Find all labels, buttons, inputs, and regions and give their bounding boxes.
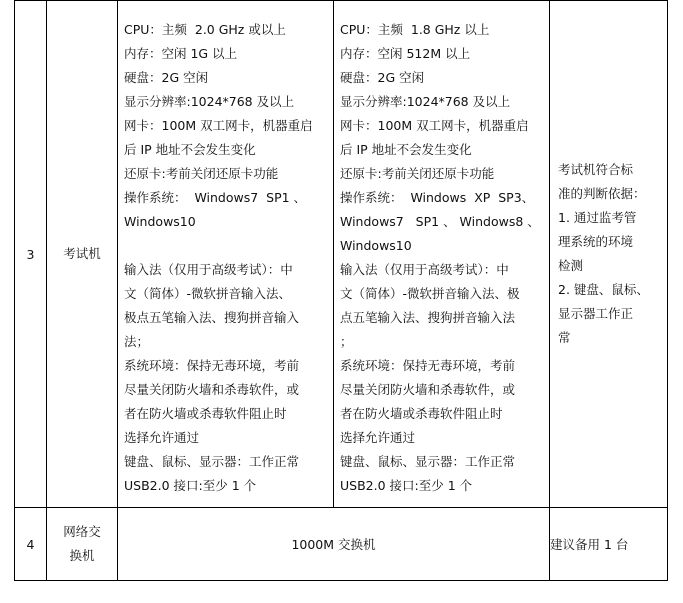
minimum-spec-line: 系统环境：保持无毒环境，考前 [124, 358, 300, 373]
table-row-4 [15, 508, 668, 581]
recommended-spec-line: Windows7 SP1 、 Windows8 、 [340, 214, 540, 229]
device-name-line: 换机 [69, 548, 95, 563]
minimum-spec-line: USB2.0 接口:至少 1 个 [124, 478, 257, 493]
row-number: 3 [15, 1, 47, 508]
criteria-note-line: 考试机符合标 [558, 162, 634, 177]
minimum-spec-line: 文（简体）-微软拼音输入法、 [124, 286, 292, 301]
device-name: 考试机 [47, 1, 118, 508]
row-number: 4 [15, 508, 47, 581]
criteria-note-line: 显示器工作正 [558, 306, 634, 321]
minimum-spec-cell [118, 1, 334, 508]
recommended-spec-line: USB2.0 接口:至少 1 个 [340, 478, 473, 493]
requirements-table [14, 0, 668, 581]
recommended-spec-line: 尽量关闭防火墙和杀毒软件，或 [340, 382, 516, 397]
recommended-spec-line: ； [340, 334, 353, 349]
recommended-spec-line: 者在防火墙或杀毒软件阻止时 [340, 406, 503, 421]
recommended-spec-line: 还原卡:考前关闭还原卡功能 [340, 166, 495, 181]
criteria-note-lines [550, 158, 667, 350]
minimum-spec-line: 硬盘：2G 空闲 [124, 70, 209, 85]
minimum-spec-line: 法； [124, 334, 150, 349]
recommended-spec-line: 后 IP 地址不会发生变化 [340, 142, 472, 157]
minimum-spec-line: 极点五笔输入法、搜狗拼音输入 [124, 310, 300, 325]
minimum-spec-line: 操作系统： Windows7 SP1 、 [124, 190, 307, 205]
criteria-note-line: 常 [558, 330, 571, 345]
minimum-spec-line: Windows10 [124, 214, 196, 229]
criteria-note-cell [550, 1, 668, 508]
minimum-spec-line [124, 234, 329, 258]
criteria-note-line: 2. 键盘、鼠标、 [558, 282, 649, 297]
minimum-spec-line: 键盘、鼠标、显示器：工作正常 [124, 454, 300, 469]
recommended-spec-line: 网卡：100M 双工网卡，机器重启 [340, 118, 529, 133]
minimum-spec-line: 者在防火墙或杀毒软件阻止时 [124, 406, 287, 421]
recommended-spec-line: 系统环境：保持无毒环境，考前 [340, 358, 516, 373]
backup-advice: 建议备用 1 台 [550, 508, 668, 581]
minimum-spec-line: 内存：空闲 1G 以上 [124, 46, 238, 61]
minimum-spec-line: 网卡：100M 双工网卡，机器重启 [124, 118, 313, 133]
minimum-spec-line: 输入法（仅用于高级考试）：中 [124, 262, 293, 277]
recommended-spec-cell [334, 1, 550, 508]
recommended-spec-line: 显示分辨率:1024*768 及以上 [340, 94, 511, 109]
recommended-spec-line: 文（简体）-微软拼音输入法、极 [340, 286, 520, 301]
criteria-note-line: 理系统的环境 [558, 234, 634, 249]
minimum-spec-line: CPU：主频 2.0 GHz 或以上 [124, 22, 286, 37]
criteria-note-line: 1. 通过监考管 [558, 210, 637, 225]
recommended-spec-line: 操作系统： Windows XP SP3、 [340, 190, 535, 205]
device-name [47, 508, 118, 581]
recommended-spec-line: Windows10 [340, 238, 412, 253]
table-row-3 [15, 1, 668, 508]
recommended-spec-line: 键盘、鼠标、显示器：工作正常 [340, 454, 516, 469]
recommended-spec-line: 选择允许通过 [340, 430, 416, 445]
criteria-note-line: 准的判断依据： [558, 186, 646, 201]
recommended-spec-line: 硬盘：2G 空闲 [340, 70, 425, 85]
minimum-spec-lines [118, 1, 333, 498]
recommended-spec-lines [334, 1, 549, 498]
recommended-spec-line: 点五笔输入法、搜狗拼音输入法 [340, 310, 516, 325]
minimum-spec-line: 尽量关闭防火墙和杀毒软件，或 [124, 382, 300, 397]
minimum-spec-line: 后 IP 地址不会发生变化 [124, 142, 256, 157]
minimum-spec-line: 还原卡:考前关闭还原卡功能 [124, 166, 279, 181]
recommended-spec-line: 输入法（仅用于高级考试）：中 [340, 262, 509, 277]
minimum-spec-line: 显示分辨率:1024*768 及以上 [124, 94, 295, 109]
minimum-spec-line: 选择允许通过 [124, 430, 200, 445]
recommended-spec-line: CPU：主频 1.8 GHz 以上 [340, 22, 490, 37]
criteria-note-line: 检测 [558, 258, 584, 273]
device-name-line: 网络交 [63, 524, 101, 539]
recommended-spec-line: 内存：空闲 512M 以上 [340, 46, 471, 61]
switch-spec: 1000M 交换机 [118, 508, 550, 581]
